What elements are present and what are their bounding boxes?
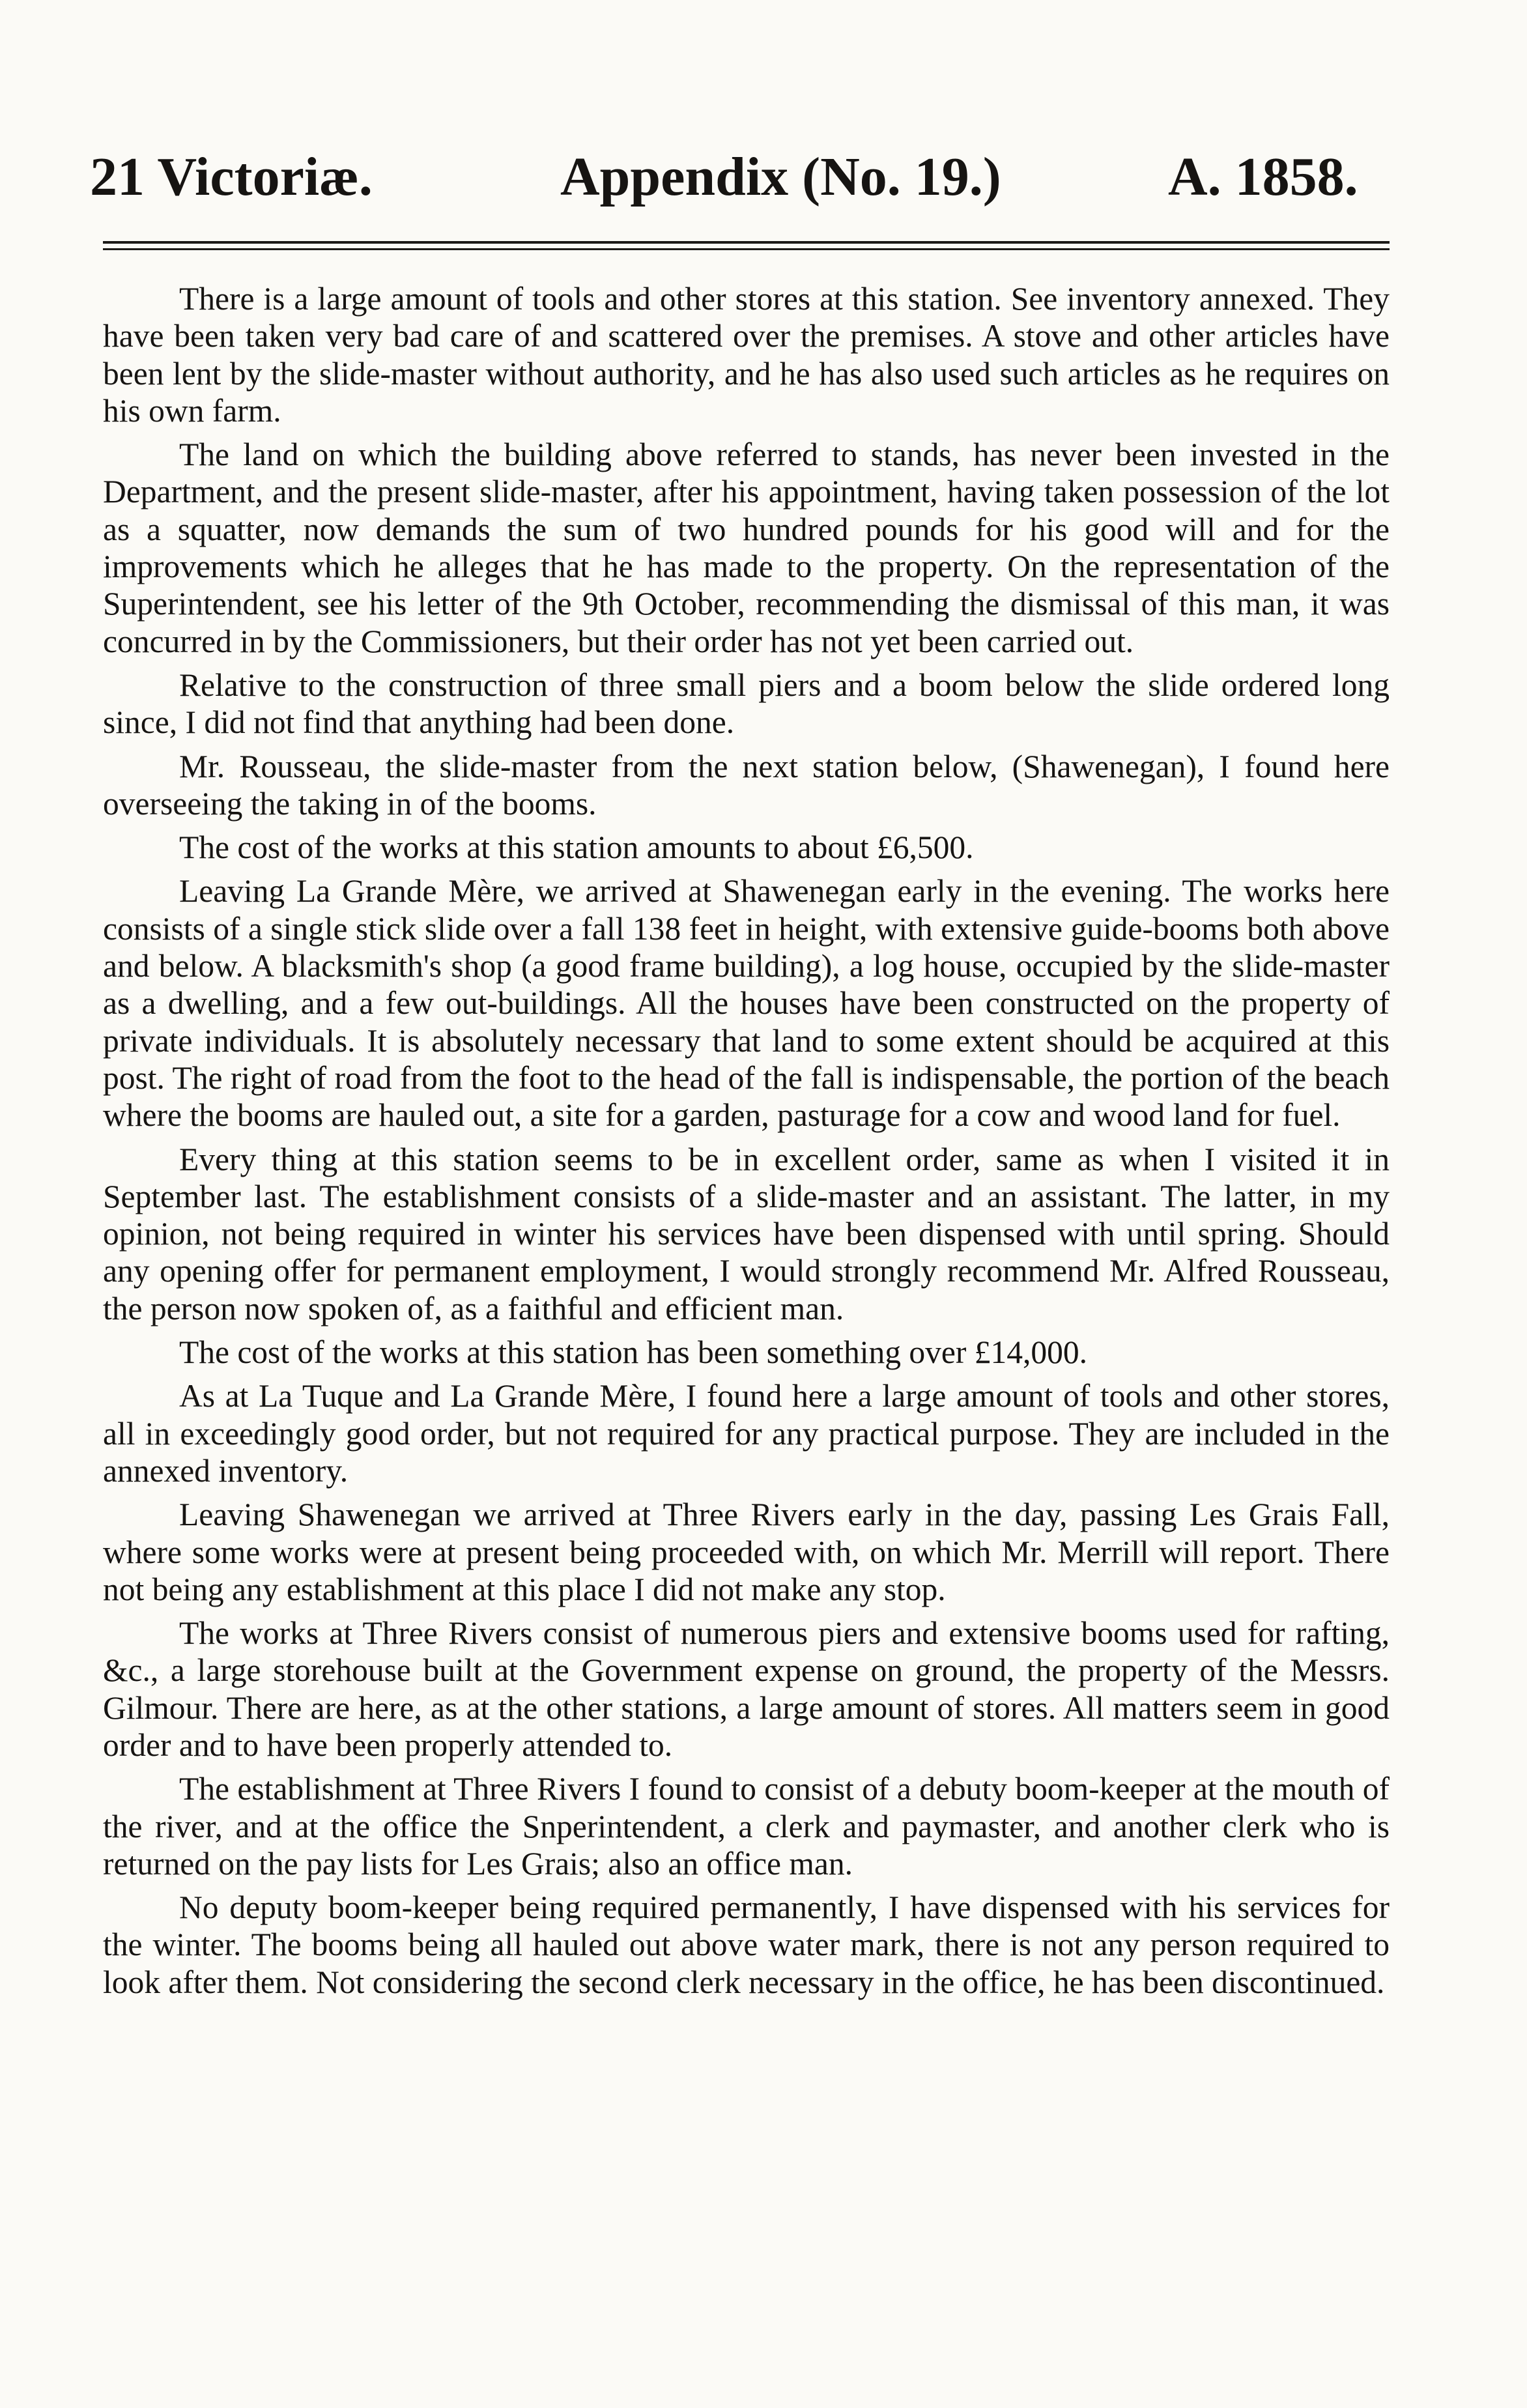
header-appendix: Appendix (No. 19.) [560,147,1001,207]
paragraph: The cost of the works at this station has been something over £14,000. [179,1334,1088,1371]
paragraph: Every thing at this station seems to be in excellent order, same as when I visited it in September last. The establishment consists of a slide-master and an assistant. The latter, in my opinion, not being required in winter his services have been dispensed with until spring. Should any opening offer for permanent employment, I would strongly recommend Mr. Alfred Rousseau, the person now spoken of, as a faithful and efficient man. [103,1141,1390,1326]
paragraph: The establishment at Three Rivers I found to consist of a debuty boom-keeper at the mouth of the river, and at the office the Snperintendent, a clerk and paymaster, and another clerk who is returned on the pay lists for Les Grais; also an office man. [103,1771,1390,1882]
header-rule-thin [103,248,1390,250]
header-year: A. 1858. [1168,147,1358,207]
paragraph: There is a large amount of tools and other stores at this station. See inventory annexed. They have been taken very bad care of and scattered over the premises. A stove and other articles have been lent by the slide-master without authority, and he has also used such articles as he requires on his own farm. [103,281,1390,429]
paragraph: The land on which the building above referred to stands, has never been invested in the Department, and the present slide-master, after his appointment, having taken possession of the lot as a squatter, now demands the sum of two hundred pounds for his good will and for the improvements which he alleges that he has made to the property. On the representation of the Superintendent, see his letter of the 9th October, recommending the dismissal of this man, it was concurred in by the Commissioners, but their order has not yet been carried out. [103,437,1390,659]
paragraph: No deputy boom-keeper being required permanently, I have dispensed with his services for the winter. The booms being all hauled out above water mark, there is not any person required to look after them. Not considering the second clerk necessary in the office, he has been discontinued. [103,1889,1390,2000]
page-header [90,145,1393,210]
header-session: 21 Victoriæ. [90,147,373,207]
paragraph: As at La Tuque and La Grande Mère, I found here a large amount of tools and other stores, all in exceedingly good order, but not required for any practical purpose. They are included in the annexed inventory. [103,1378,1390,1489]
paragraph: Leaving Shawenegan we arrived at Three Rivers early in the day, passing Les Grais Fall, where some works were at present being proceeded with, on which Mr. Merrill will report. There not being any establishment at this place I did not make any stop. [103,1497,1390,1607]
header-rule-thick [103,241,1390,244]
paragraph: Leaving La Grande Mère, we arrived at Shawenegan early in the evening. The works here consists of a single stick slide over a fall 138 feet in height, with extensive guide-booms both above and below. A blacksmith's shop (a good frame building), a log house, occupied by the slide-master as a dwelling, and a few out-buildings. All the houses have been constructed on the property of private individuals. It is absolutely necessary that land to some extent should be acquired at this post. The right of road from the foot to the head of the fall is indispensable, the portion of the beach where the booms are hauled out, a site for a garden, pasturage for a cow and wood land for fuel. [103,873,1390,1134]
paragraph: Mr. Rousseau, the slide-master from the next station below, (Shawenegan), I found here overseeing the taking in of the booms. [103,748,1390,822]
paragraph: Relative to the construction of three small piers and a boom below the slide ordered long since, I did not find that anything had been done. [103,666,1390,741]
document-body [103,280,1390,2007]
paragraph: The cost of the works at this station amounts to about £6,500. [179,829,974,866]
paragraph: The works at Three Rivers consist of numerous piers and extensive booms used for rafting, &c., a large storehouse built at the Government expense on ground, the property of the Messrs. Gilmour. There are here, as at the other stations, a large amount of stores. All matters seem in good order and to have been properly attended to. [103,1615,1390,1763]
